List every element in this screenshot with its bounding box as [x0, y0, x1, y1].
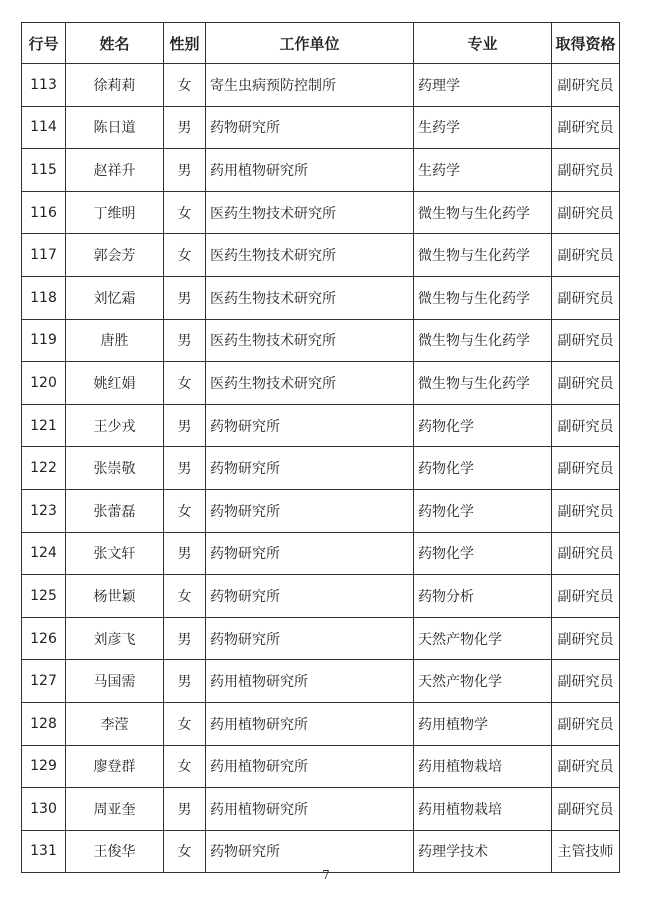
cell-row-number: 122 — [22, 447, 66, 490]
cell-work-unit: 药物研究所 — [206, 617, 414, 660]
cell-gender: 女 — [164, 234, 206, 277]
cell-gender: 女 — [164, 575, 206, 618]
cell-gender: 女 — [164, 191, 206, 234]
cell-work-unit: 药物研究所 — [206, 404, 414, 447]
cell-name: 徐莉莉 — [66, 64, 164, 107]
cell-qualification: 副研究员 — [552, 149, 620, 192]
cell-gender: 男 — [164, 106, 206, 149]
cell-qualification: 副研究员 — [552, 319, 620, 362]
cell-qualification: 副研究员 — [552, 404, 620, 447]
cell-row-number: 130 — [22, 788, 66, 831]
cell-name: 马国需 — [66, 660, 164, 703]
cell-major: 药用植物栽培 — [414, 788, 552, 831]
cell-work-unit: 寄生虫病预防控制所 — [206, 64, 414, 107]
cell-gender: 男 — [164, 404, 206, 447]
cell-major: 微生物与生化药学 — [414, 276, 552, 319]
table-row — [22, 702, 620, 745]
qualification-table — [21, 22, 620, 873]
cell-qualification: 副研究员 — [552, 106, 620, 149]
table-row — [22, 276, 620, 319]
cell-gender: 女 — [164, 362, 206, 405]
table-row — [22, 404, 620, 447]
table-row — [22, 575, 620, 618]
cell-gender: 女 — [164, 745, 206, 788]
cell-name: 王俊华 — [66, 830, 164, 873]
table-body — [22, 64, 620, 873]
table-header-row — [22, 23, 620, 64]
cell-name: 张崇敬 — [66, 447, 164, 490]
cell-work-unit: 医药生物技术研究所 — [206, 276, 414, 319]
cell-major: 生药学 — [414, 106, 552, 149]
cell-qualification: 副研究员 — [552, 234, 620, 277]
table-row — [22, 106, 620, 149]
cell-gender: 女 — [164, 64, 206, 107]
cell-gender: 男 — [164, 660, 206, 703]
cell-work-unit: 医药生物技术研究所 — [206, 191, 414, 234]
cell-qualification: 副研究员 — [552, 489, 620, 532]
cell-name: 姚红娟 — [66, 362, 164, 405]
cell-qualification: 副研究员 — [552, 745, 620, 788]
cell-work-unit: 医药生物技术研究所 — [206, 234, 414, 277]
cell-major: 天然产物化学 — [414, 660, 552, 703]
cell-major: 微生物与生化药学 — [414, 234, 552, 277]
cell-qualification: 副研究员 — [552, 362, 620, 405]
table-row — [22, 149, 620, 192]
cell-work-unit: 药物研究所 — [206, 447, 414, 490]
table-row — [22, 64, 620, 107]
cell-name: 杨世颖 — [66, 575, 164, 618]
header-name: 姓名 — [66, 23, 164, 64]
cell-row-number: 125 — [22, 575, 66, 618]
cell-row-number: 114 — [22, 106, 66, 149]
table-row — [22, 191, 620, 234]
cell-qualification: 副研究员 — [552, 276, 620, 319]
table-row — [22, 489, 620, 532]
cell-name: 王少戎 — [66, 404, 164, 447]
cell-major: 药物化学 — [414, 489, 552, 532]
cell-name: 廖登群 — [66, 745, 164, 788]
header-major: 专业 — [414, 23, 552, 64]
cell-row-number: 123 — [22, 489, 66, 532]
header-qualification: 取得资格 — [552, 23, 620, 64]
cell-work-unit: 药物研究所 — [206, 575, 414, 618]
cell-qualification: 主管技师 — [552, 830, 620, 873]
cell-major: 药理学 — [414, 64, 552, 107]
cell-row-number: 118 — [22, 276, 66, 319]
cell-row-number: 117 — [22, 234, 66, 277]
cell-qualification: 副研究员 — [552, 64, 620, 107]
header-gender: 性别 — [164, 23, 206, 64]
cell-row-number: 116 — [22, 191, 66, 234]
cell-major: 微生物与生化药学 — [414, 191, 552, 234]
cell-gender: 女 — [164, 489, 206, 532]
cell-gender: 男 — [164, 617, 206, 660]
cell-gender: 男 — [164, 788, 206, 831]
cell-row-number: 131 — [22, 830, 66, 873]
cell-name: 李滢 — [66, 702, 164, 745]
cell-name: 张文轩 — [66, 532, 164, 575]
cell-qualification: 副研究员 — [552, 575, 620, 618]
cell-row-number: 121 — [22, 404, 66, 447]
cell-row-number: 115 — [22, 149, 66, 192]
cell-name: 赵祥升 — [66, 149, 164, 192]
cell-gender: 男 — [164, 149, 206, 192]
cell-work-unit: 药物研究所 — [206, 106, 414, 149]
cell-major: 药用植物栽培 — [414, 745, 552, 788]
cell-work-unit: 药用植物研究所 — [206, 149, 414, 192]
table-row — [22, 830, 620, 873]
cell-row-number: 119 — [22, 319, 66, 362]
cell-gender: 男 — [164, 532, 206, 575]
cell-name: 陈日道 — [66, 106, 164, 149]
table-row — [22, 447, 620, 490]
cell-work-unit: 药用植物研究所 — [206, 660, 414, 703]
cell-row-number: 126 — [22, 617, 66, 660]
cell-name: 刘忆霜 — [66, 276, 164, 319]
cell-gender: 女 — [164, 830, 206, 873]
cell-qualification: 副研究员 — [552, 532, 620, 575]
cell-qualification: 副研究员 — [552, 447, 620, 490]
cell-gender: 女 — [164, 702, 206, 745]
table-row — [22, 234, 620, 277]
header-row-number: 行号 — [22, 23, 66, 64]
cell-row-number: 127 — [22, 660, 66, 703]
cell-name: 丁维明 — [66, 191, 164, 234]
table-row — [22, 532, 620, 575]
cell-qualification: 副研究员 — [552, 702, 620, 745]
document-page — [21, 22, 619, 873]
cell-work-unit: 医药生物技术研究所 — [206, 362, 414, 405]
cell-qualification: 副研究员 — [552, 617, 620, 660]
page-number: 7 — [322, 868, 330, 882]
cell-major: 生药学 — [414, 149, 552, 192]
table-row — [22, 617, 620, 660]
cell-work-unit: 药用植物研究所 — [206, 788, 414, 831]
table-row — [22, 362, 620, 405]
table-row — [22, 660, 620, 703]
cell-work-unit: 药用植物研究所 — [206, 702, 414, 745]
cell-gender: 男 — [164, 276, 206, 319]
cell-major: 天然产物化学 — [414, 617, 552, 660]
cell-qualification: 副研究员 — [552, 788, 620, 831]
table-row — [22, 319, 620, 362]
cell-work-unit: 药物研究所 — [206, 830, 414, 873]
cell-name: 周亚奎 — [66, 788, 164, 831]
cell-major: 微生物与生化药学 — [414, 362, 552, 405]
cell-major: 药物化学 — [414, 447, 552, 490]
cell-name: 刘彦飞 — [66, 617, 164, 660]
cell-work-unit: 医药生物技术研究所 — [206, 319, 414, 362]
cell-name: 张蕾磊 — [66, 489, 164, 532]
cell-row-number: 129 — [22, 745, 66, 788]
cell-row-number: 120 — [22, 362, 66, 405]
cell-row-number: 124 — [22, 532, 66, 575]
table-row — [22, 745, 620, 788]
header-work-unit: 工作单位 — [206, 23, 414, 64]
cell-gender: 男 — [164, 447, 206, 490]
cell-gender: 男 — [164, 319, 206, 362]
cell-qualification: 副研究员 — [552, 660, 620, 703]
cell-name: 郭会芳 — [66, 234, 164, 277]
cell-work-unit: 药物研究所 — [206, 489, 414, 532]
cell-major: 微生物与生化药学 — [414, 319, 552, 362]
cell-row-number: 113 — [22, 64, 66, 107]
cell-row-number: 128 — [22, 702, 66, 745]
table-row — [22, 788, 620, 831]
cell-major: 药用植物学 — [414, 702, 552, 745]
cell-major: 药物分析 — [414, 575, 552, 618]
cell-work-unit: 药用植物研究所 — [206, 745, 414, 788]
cell-major: 药物化学 — [414, 404, 552, 447]
cell-qualification: 副研究员 — [552, 191, 620, 234]
cell-major: 药理学技术 — [414, 830, 552, 873]
cell-work-unit: 药物研究所 — [206, 532, 414, 575]
cell-major: 药物化学 — [414, 532, 552, 575]
cell-name: 唐胜 — [66, 319, 164, 362]
